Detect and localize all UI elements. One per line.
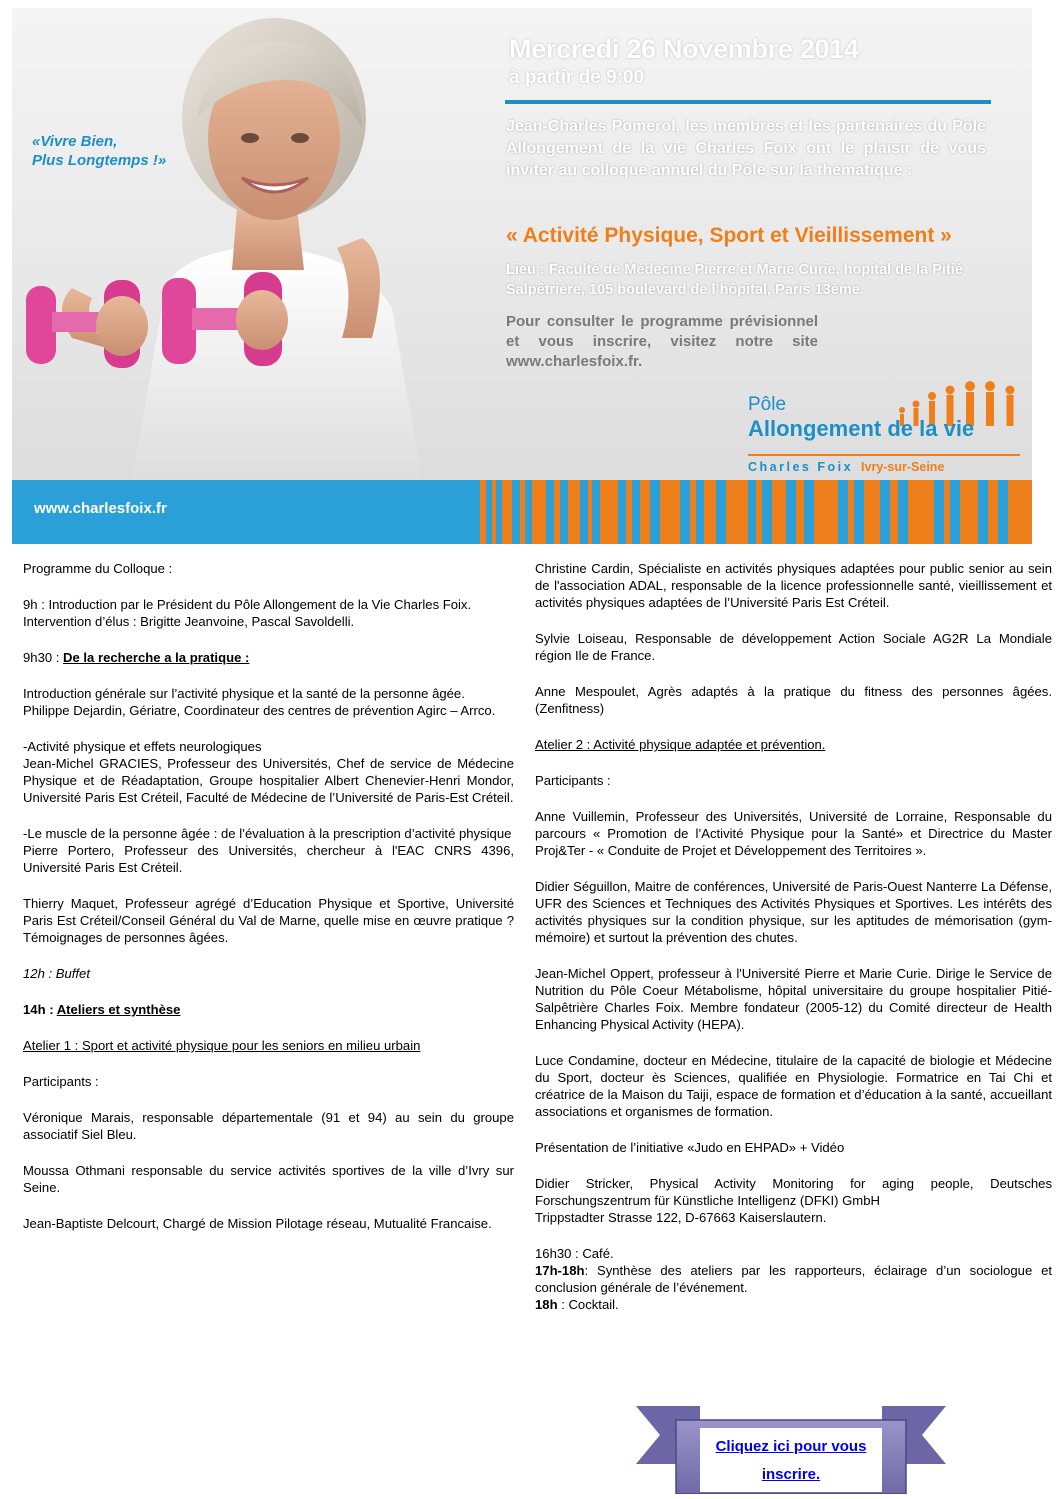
decorative-stripes (480, 480, 1032, 544)
speaker-oppert: Jean-Michel Oppert, professeur à l'Université Pierre et Marie Curie. Dirige le Service de Nutrition du Pôle Coeur Métabolisme, hôpital universitaire du groupe hospitalier Pitié-Salpêtrière Charles Foix. Membre fondateur (2005-12) du Comité directeur de Health Enhancing Physical Activity (HEPA). (535, 966, 1052, 1032)
register-banner[interactable] (636, 1402, 946, 1494)
divider (505, 100, 991, 104)
slogan-line-2: Plus Longtemps !» (32, 152, 167, 169)
item-9h30-title: De la recherche a la pratique : (63, 650, 250, 665)
banner-footer-band (12, 480, 1032, 544)
consult-text: Pour consulter le programme prévisionnel et vous inscrire, visitez notre site www.charlesfoix.fr. (506, 313, 818, 370)
speaker-delcourt: Jean-Baptiste Delcourt, Chargé de Mission Pilotage réseau, Mutualité Francaise. (23, 1216, 492, 1231)
item-elus: Intervention d’élus : Brigitte Jeanvoine, Pascal Savoldelli. (23, 614, 355, 629)
participants-label-2: Participants : (535, 773, 611, 788)
speaker-maquet: Thierry Maquet, Professeur agrégé d’Education Physique et Sportive, Université Paris Est Créteil/Conseil Général du Val de Marne, quelle mise en œuvre pratique ? Témoignages de personnes âgées. (23, 896, 514, 945)
participants-label: Participants : (23, 1074, 99, 1089)
event-date: Mercredi 26 Novembre 2014 (509, 34, 859, 64)
speaker-stricker: Didier Stricker, Physical Activity Monitoring for aging people, Deutsches Forschungszentrum für Künstliche Intelligenz (DFKI) GmbH (535, 1176, 1052, 1208)
item-14h-title: Ateliers et synthèse (56, 1002, 181, 1017)
item-cafe: 16h30 : Café. (535, 1246, 614, 1261)
item-9h: 9h : Introduction par le Président du Pôle Allongement de la Vie Charles Foix. (23, 597, 472, 612)
pole-logo (746, 374, 1022, 478)
judo-presentation: Présentation de l’initiative «Judo en EHPAD» + Vidéo (535, 1140, 845, 1155)
speaker-portero: Pierre Portero, Professeur des Universités, chercheur à l'EAC CNRS 4396, Université Paris Est Créteil. (23, 843, 514, 875)
logo-line-2: Allongement de la vie (748, 416, 975, 441)
event-location: Lieu : Faculté de Médecine Pierre et Marie Curie, hopital de la Pitié Salpêtrière, 105 boulevard de l’hôpital, Paris 13ème. (506, 262, 963, 298)
atelier-1-title: Atelier 1 : Sport et activité physique pour les seniors en milieu urbain (23, 1038, 421, 1053)
item-synthese: : Synthèse des ateliers par les rapporteurs, éclairage d’un sociologue et conclusion générale de l’événement. (535, 1263, 1052, 1295)
speaker-seguillon: Didier Séguillon, Maitre de conférences, Université de Paris-Ouest Nanterre La Défense, UFR des Sciences et Techniques des Activités Physiques et Sportives. Les intérêts des activités physiques sur la condition physique, sur les aptitudes de mémorisation (gym-mémoire) et surtout la prévention des chutes. (535, 879, 1052, 945)
intro-generale: Introduction générale sur l’activité physique et la santé de la personne âgée. (23, 686, 465, 701)
event-theme: « Activité Physique, Sport et Vieillissement » (506, 224, 952, 247)
item-14h-time: 14h : (23, 1002, 57, 1017)
invitation-banner (12, 8, 1032, 544)
register-link[interactable]: Cliquez ici pour vous inscrire. (715, 1438, 867, 1483)
logo-subline (748, 454, 1020, 476)
item-buffet: 12h : Buffet (23, 966, 90, 981)
speaker-vuillemin: Anne Vuillemin, Professeur des Universités, Université de Lorraine, Responsable du parcours « Promotion de l’Activité Physique pour la Santé» et Directrice du Master Proj&Ter - « Conduite de Projet et Développement des Territoires ». (535, 809, 1052, 858)
speaker-dejardin: Philippe Dejardin, Gériatre, Coordinateur des centres de prévention Agirc – Arrco. (23, 703, 496, 718)
speaker-othmani: Moussa Othmani responsable du service activités sportives de la ville d’Ivry sur Seine. (23, 1163, 514, 1195)
invitation-text: Jean-Charles Pomerol, les membres et les partenaires du Pôle Allongement de la vie Charles Foix ont le plaisir de vous inviter au colloque annuel du Pôle sur la thématique : (506, 118, 986, 179)
item-cocktail-time: 18h (535, 1297, 558, 1312)
item-14h (23, 1001, 514, 1018)
item-9h30-time: 9h30 : (23, 650, 64, 665)
event-time: à partir de 9:00 (509, 67, 645, 88)
speaker-marais: Véronique Marais, responsable départementale (91 et 94) au sein du groupe associatif Siel Bleu. (23, 1110, 514, 1142)
website-link[interactable]: www.charlesfoix.fr (34, 500, 167, 517)
speaker-condamine: Luce Condamine, docteur en Médecine, titulaire de la capacité de biologie et Médecine du Sport, docteur ès Sciences, qualifiée en Physiologie. Formatrice en Tai Chi et créatrice de la Maison du Taiji, espace de formation et d’éducation à la santé, accueillant associations et organismes de formation. (535, 1053, 1052, 1119)
logo-sub-city: Ivry-sur-Seine (861, 460, 945, 474)
logo-line-1: Pôle (748, 394, 787, 415)
program-left-column (23, 560, 514, 1251)
speaker-gracies: Jean-Michel GRACIES, Professeur des Universités, Chef de service de Médecine Physique et de Réadaptation, Groupe hospitalier Albert Chenevier-Henri Mondor, Université Paris Est Créteil, Faculté de Médecine de l’Université de Paris-Est Créteil. (23, 756, 514, 805)
senior-woman-dumbbells-photo (12, 8, 482, 480)
slogan-line-1: «Vivre Bien, (32, 133, 118, 150)
stricker-address: Trippstadter Strasse 122, D-67663 Kaiserslautern. (535, 1210, 827, 1225)
program-right-column (535, 560, 1052, 1313)
item-synthese-time: 17h-18h (535, 1263, 585, 1278)
neuro-title: -Activité physique et effets neurologiques (23, 739, 262, 754)
muscle-title: -Le muscle de la personne âgée : de l’évaluation à la prescription d’activité physique (23, 826, 512, 841)
item-cocktail: : Cocktail. (557, 1297, 619, 1312)
atelier-2-title: Atelier 2 : Activité physique adaptée et prévention. (535, 737, 826, 752)
slogan (32, 132, 166, 170)
speaker-cardin: Christine Cardin, Spécialiste en activités physiques adaptées pour public senior au sein de l'association ADAL, responsable de la licence professionnelle santé, vieillissement et activités physiques adaptées de l’Université Paris Est Créteil. (535, 561, 1052, 610)
program-title: Programme du Colloque : (23, 561, 173, 576)
speaker-loiseau: Sylvie Loiseau, Responsable de développement Action Sociale AG2R La Mondiale région Ile de France. (535, 631, 1052, 663)
speaker-mespoulet: Anne Mespoulet, Agrès adaptés à la pratique du fitness des personnes âgées. (Zenfitness) (535, 684, 1052, 716)
item-9h30 (23, 649, 514, 666)
logo-sub-name: Charles Foix (748, 460, 854, 474)
